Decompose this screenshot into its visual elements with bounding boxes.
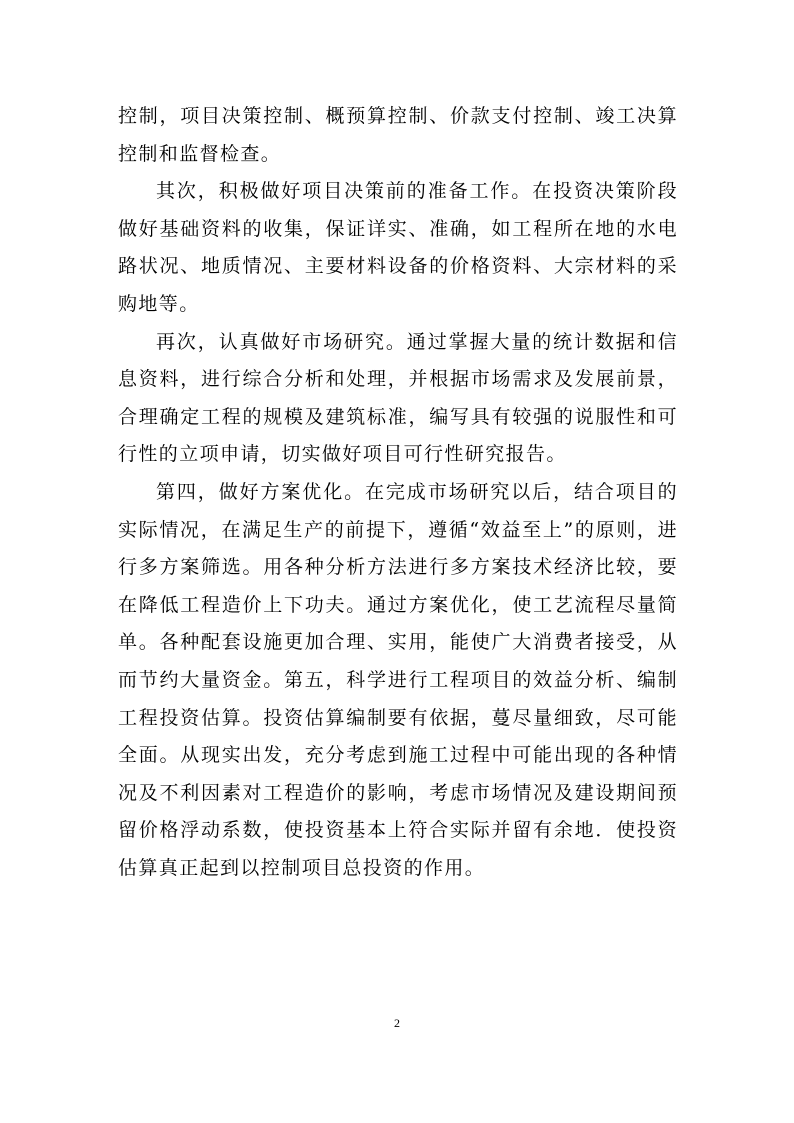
body-text xyxy=(118,98,678,887)
paragraph-continuation: 控制，项目决策控制、概预算控制、价款支付控制、竣工决算控制和监督检查。 xyxy=(118,105,678,165)
paragraph-project-decision-preparation: 其次，积极做好项目决策前的准备工作。在投资决策阶段做好基础资料的收集，保证详实、准确，如工程所在地的水电路状况、地质情况、主要材料设备的价格资料、大宗材料的采购地等。 xyxy=(118,180,678,315)
page-number: 2 xyxy=(394,1016,400,1030)
paragraph-plan-optimization: 第四，做好方案优化。在完成市场研究以后，结合项目的实际情况，在满足生产的前提下，遵循“效益至上”的原则，进行多方案筛选。用各种分析方法进行多方案技术经济比较，要在降低工程造价上下功夫。通过方案优化，使工艺流程尽量简单。各种配套设施更加合理、实用，能使广大消费者接受，从而节约大量资金。第五，科学进行工程项目的效益分析、编制工程投资估算。投资估算编制要有依据，蔓尽量细致，尽可能全面。从现实出发，充分考虑到施工过程中可能出现的各种情况及不利因素对工程造价的影响，考虑市场情况及建设期间预留价格浮动系数，使投资基本上符合实际并留有余地．使投资估算真正起到以控制项目总投资的作用。 xyxy=(118,480,678,879)
paragraph-market-research: 再次，认真做好市场研究。通过掌握大量的统计数据和信息资料，进行综合分析和处理，并根据市场需求及发展前景，合理确定工程的规模及建筑标准，编写具有较强的说服性和可行性的立项申请，切实做好项目可行性研究报告。 xyxy=(118,330,678,466)
